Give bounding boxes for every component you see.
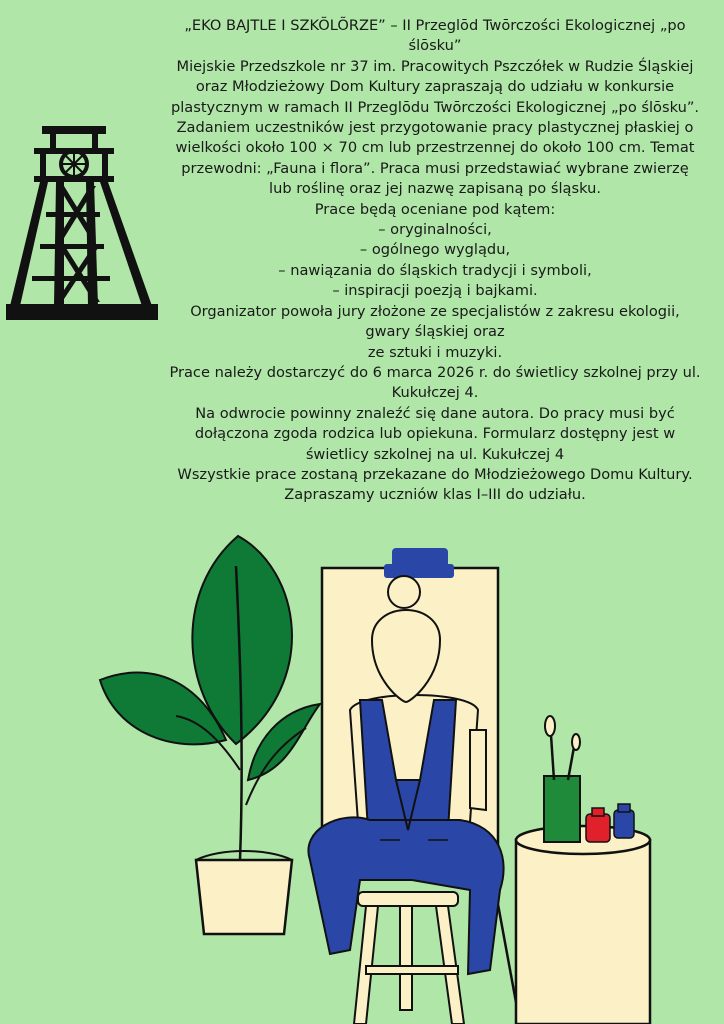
text-line-jury: Organizator powoła jury złożone ze specjalistów z zakresu ekologii, gwary śląskiej oraz [190,302,680,341]
text-line-author-info: Na odwrocie powinny znaleźć się dane autora. Do pracy musi być dołączona zgoda rodzica lub opiekuna. Formularz dostępny jest w świetlicy szkolnej na ul. Kukułczej 4 [194,404,676,463]
text-line-criterion: – inspiracji poezją i bajkami. [332,282,538,300]
side-table [516,716,650,1024]
text-line-jury-cont: ze sztuki i muzyki. [367,343,503,361]
painter-at-easel-illustration [0,530,724,1024]
text-line-invitation: Zapraszamy uczniów klas I–III do udziału. [284,486,586,504]
text-line-intro: Miejskie Przedszkole nr 37 im. Pracowitych Pszczółek w Rudzie Śląskiej oraz Młodzieżowy Dom Kultury zapraszają do udziału w konkursie plastycznym w ramach II Przeglōdu Twōrczości Ekologicznej „po ślōsku”. [170,57,700,116]
text-line-criterion: – ogólnego wyglądu, [359,241,511,259]
text-line-criterion: – oryginalności, [378,221,492,239]
poster-title: „EKO BAJTLE I SZKÕLÕRZE” – II Przeglōd Twōrczości Ekologicznej „po ślōsku” [184,17,686,55]
plant [100,536,320,934]
announcement-text [168,16,702,506]
text-line-criterion: – nawiązania do śląskich tradycji i symboli, [278,261,592,279]
text-line-transfer: Wszystkie prace zostaną przekazane do Młodzieżowego Domu Kultury. [177,465,693,483]
stool [354,892,464,1024]
text-line-criteria-heading: Prace będą oceniane pod kątem: [314,200,556,218]
text-line-deadline: Prace należy dostarczyć do 6 marca 2026 r. do świetlicy szkolnej przy ul. Kukułczej 4. [169,363,701,402]
mine-shaft-tower-icon [6,126,158,320]
text-line-task: Zadaniem uczestników jest przygotowanie pracy plastycznej płaskiej o wielkości około 100 × 70 cm lub przestrzennej do około 100 cm. Temat przewodni: „Fauna i flora”. Praca musi przedstawiać wybrane zwierzę lub roślinę oraz jej nazwę zapisaną po śląsku. [175,119,695,198]
